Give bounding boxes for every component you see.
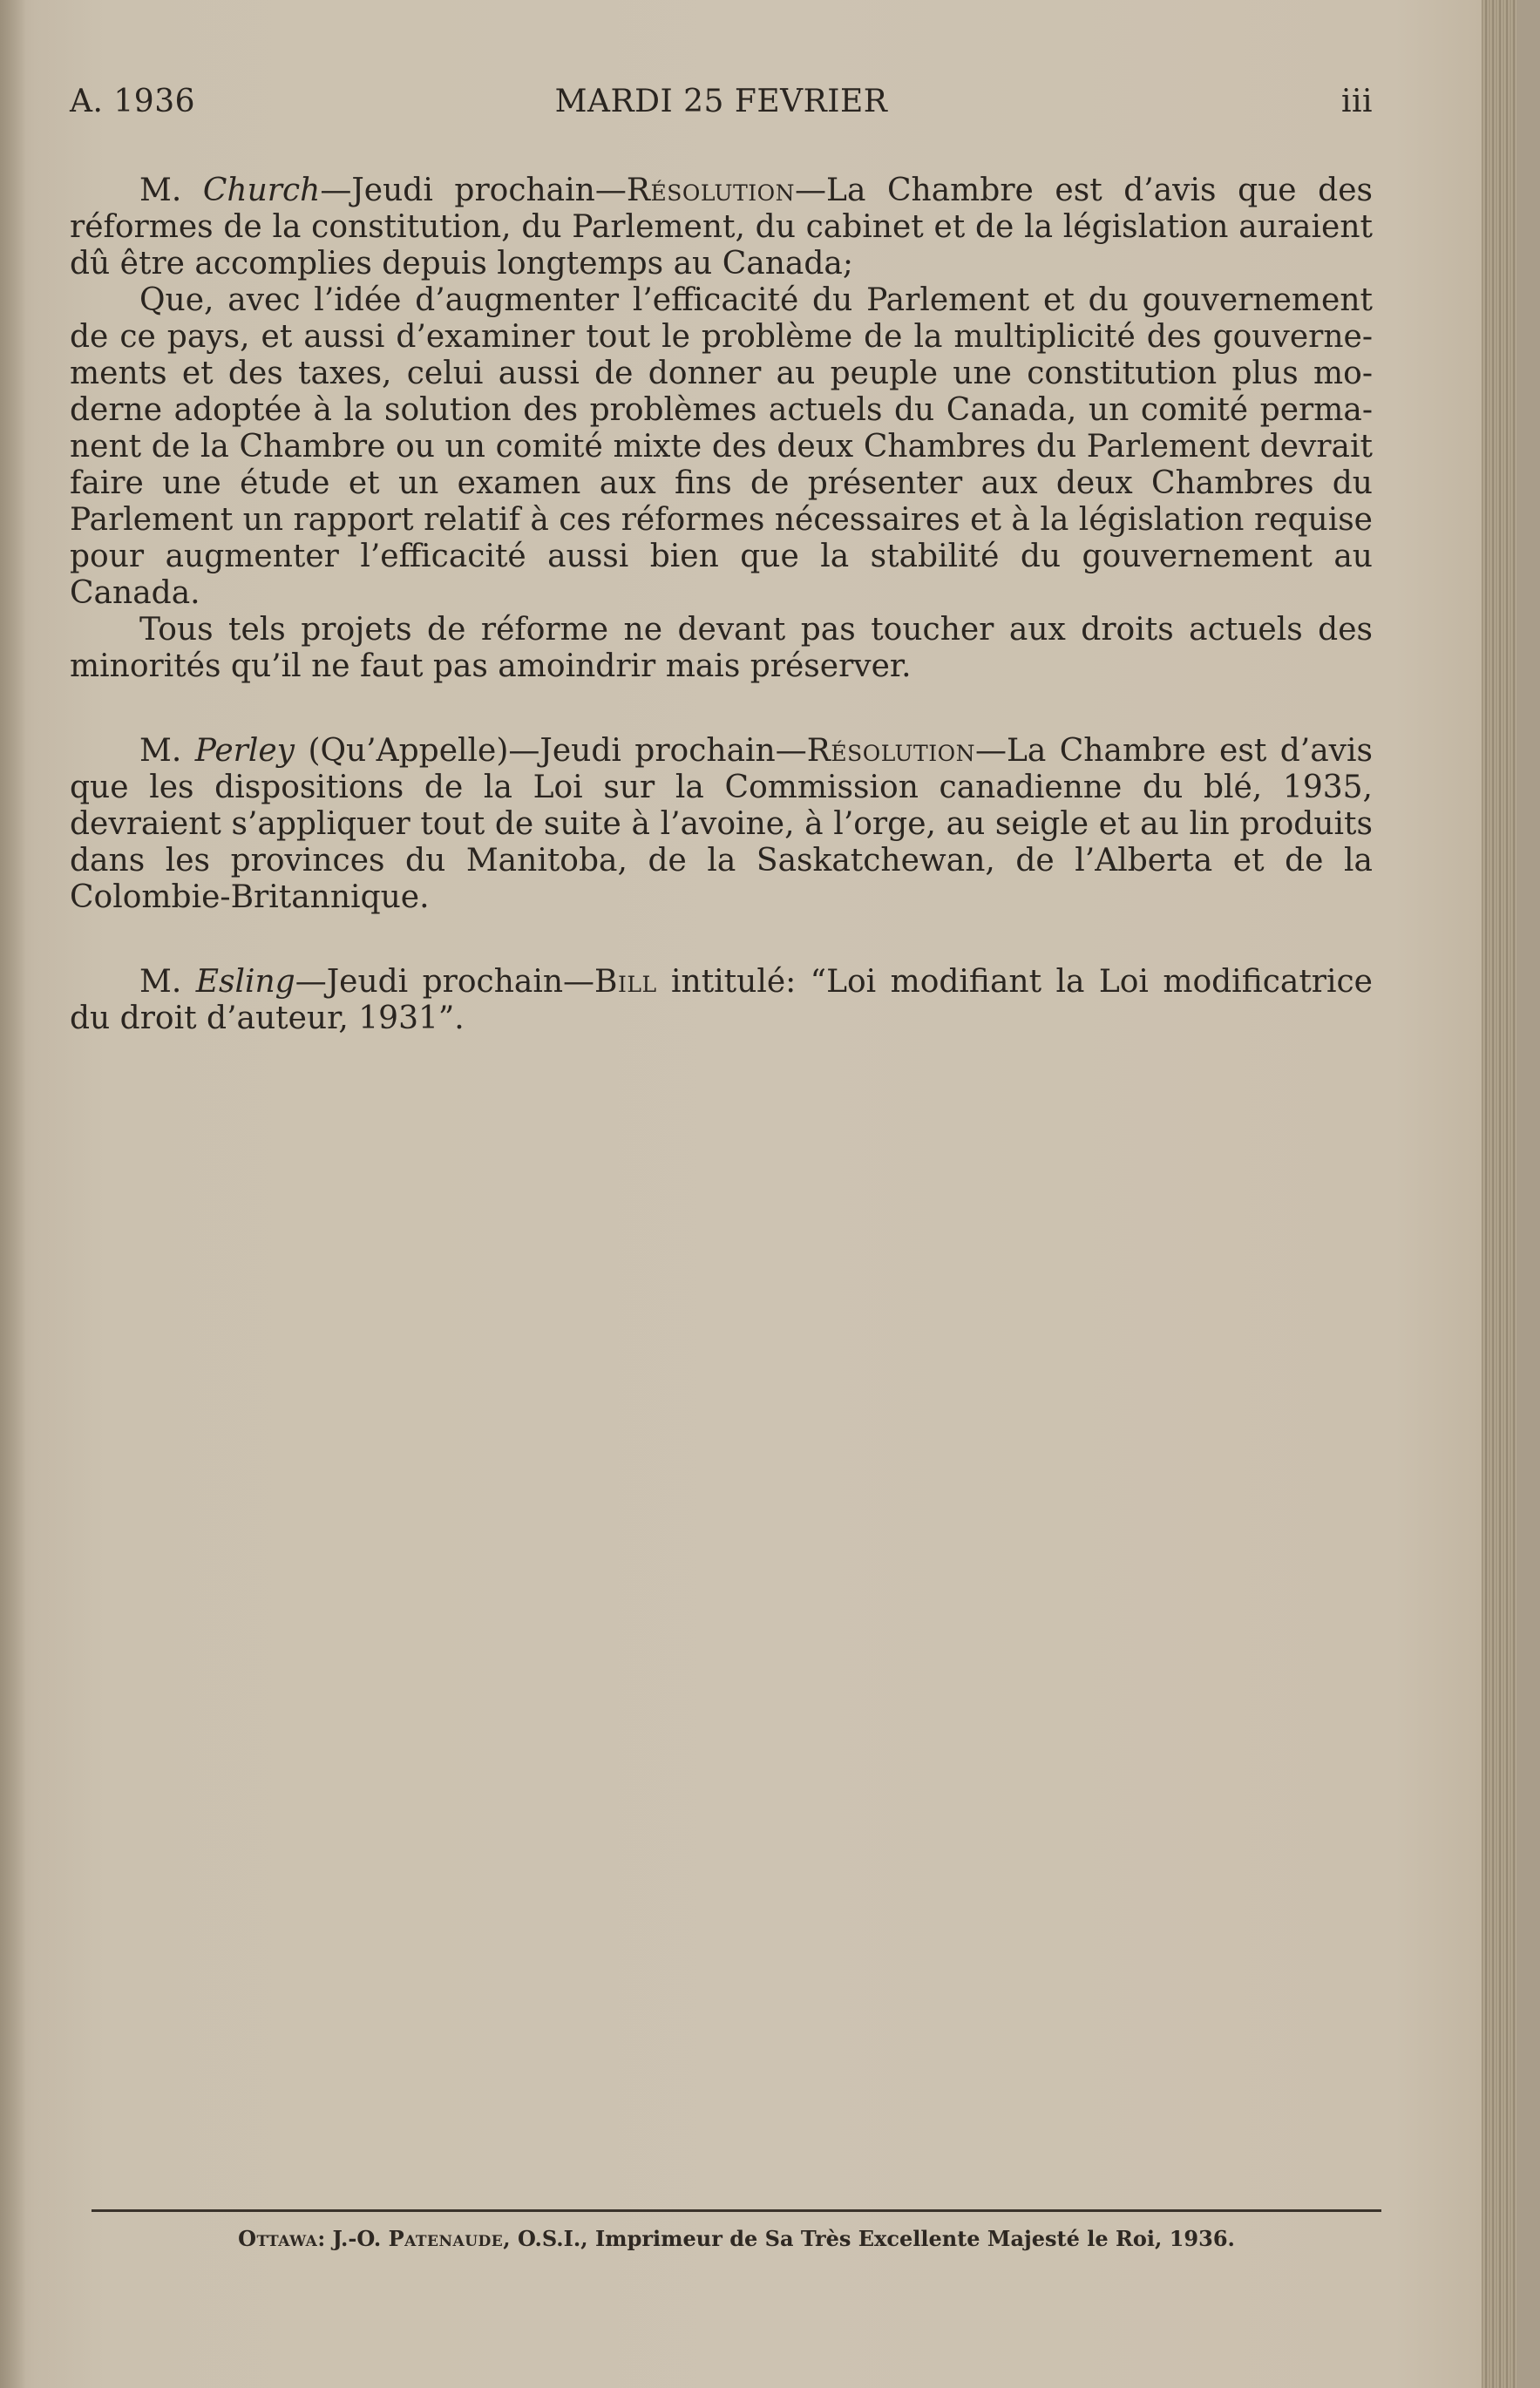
entry-perley-kind: Résolution: [806, 733, 975, 769]
entry-esling-text: intitulé: “Loi modifiant la Loi modificatrice du droit d’auteur, 1931”.: [70, 964, 1373, 1036]
entry-perley-timing: (Qu’Appelle)—Jeudi prochain—: [295, 733, 807, 769]
imprint-initials: J.-O.: [332, 2226, 389, 2251]
entry-church-timing: —Jeudi prochain—: [320, 173, 627, 208]
imprint-separator: :: [317, 2226, 333, 2251]
entry-perley-title: M.: [139, 733, 195, 769]
imprint-printer-name: Patenaude: [388, 2226, 504, 2251]
page-header: [70, 80, 1373, 124]
entry-esling-timing: —Jeudi prochain—: [295, 964, 595, 1000]
entry-esling-kind: Bill: [594, 964, 657, 1000]
imprint-rest: , O.S.I., Imprimeur de Sa Très Excellente Majesté le Roi, 1936.: [503, 2226, 1235, 2251]
entry-esling: [70, 964, 1373, 1037]
entry-church-title: M.: [139, 173, 203, 208]
entry-perley: [70, 733, 1373, 916]
document-body: [70, 173, 1373, 1037]
page-left-shadow: [0, 0, 26, 2388]
entry-church-kind: Résolution: [626, 173, 796, 208]
header-year: A. 1936: [70, 84, 196, 119]
header-date: MARDI 25 FEVRIER: [554, 84, 888, 119]
entry-church-paragraph-3: Tous tels projets de réforme ne devant pas toucher aux droits actuels des minorités qu’il ne faut pas amoindrir mais préserver.: [70, 612, 1373, 684]
entry-church-paragraph-2: Que, avec l’idée d’augmenter l’efficacité du Parlement et du gouvernement de ce pays, et aussi d’examiner tout le problème de la multiplicité des gouvernements et des taxes, celui aussi de donner au peuple une constitution plus moderne adoptée à la solution des problèmes actuels du Canada, un comité permanent de la Chambre ou un comité mixte des deux Chambres du Parlement devrait faire une étude et un examen aux fins de présenter aux deux Chambres du Parlement un rapport relatif à ces réformes nécessaires et à la législation requise pour augmenter l’efficacité aussi bien que la stabilité du gouvernement au Canada.: [70, 282, 1373, 611]
footer-rule: [92, 2209, 1381, 2212]
entry-perley-name: Perley: [194, 733, 295, 769]
entry-esling-name: Esling: [195, 964, 295, 1000]
printer-imprint: [92, 2224, 1381, 2254]
entry-church-name: Church: [202, 173, 321, 208]
book-edge: [1482, 0, 1516, 2388]
imprint-city: Ottawa: [238, 2226, 318, 2251]
entry-perley-text: —La Chambre est d’avis que les dispositions de la Loi sur la Commission canadienne du blé, 1935, devraient s’appliquer tout de suite à l’avoine, à l’orge, au seigle et au lin produits dans les provinces du Manitoba, de la Saskatchewan, de l’Alberta et de la Colombie-Britannique.: [70, 733, 1374, 915]
entry-esling-title: M.: [139, 964, 196, 1000]
entry-church: [70, 173, 1373, 282]
header-page-number: iii: [1340, 84, 1373, 119]
entry-church-text: —La Chambre est d’avis que des réformes de la constitution, du Parlement, du cabinet et de la législation auraient dû être accomplies depuis longtemps au Canada;: [70, 173, 1373, 282]
